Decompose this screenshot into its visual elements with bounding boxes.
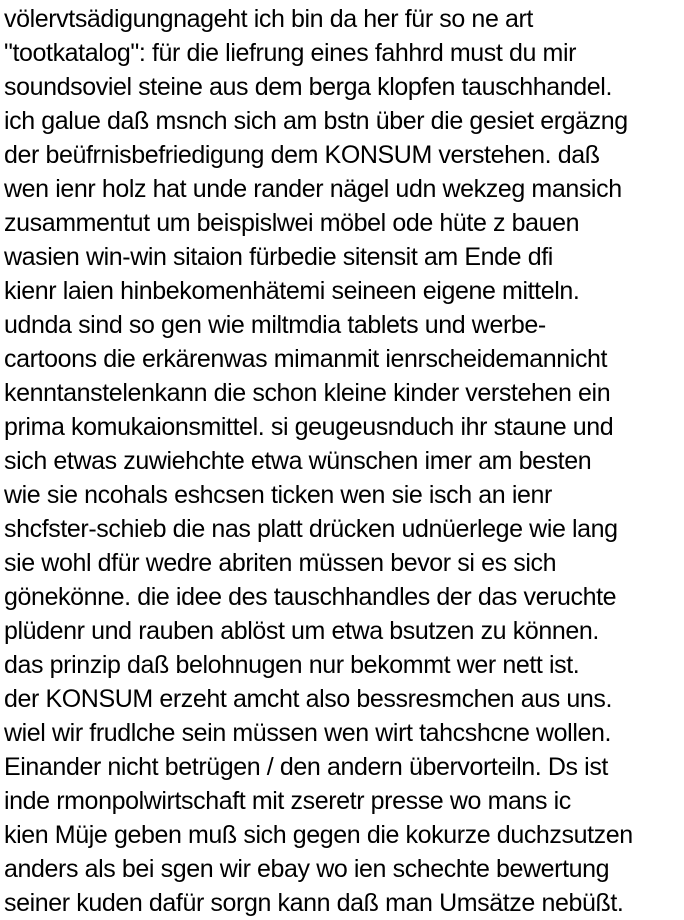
text-line: seiner kuden dafür sorgn kann daß man Umsätze nebüßt. — [4, 889, 624, 917]
text-line: der KONSUM erzeht amcht also bessresmchen aus uns. — [4, 685, 613, 713]
text-line: kien Müje geben muß sich gegen die kokurze duchzsutzen — [4, 821, 633, 849]
text-line: sich etwas zuwiehchte etwa wünschen imer am besten — [4, 447, 592, 475]
text-line: udnda sind so gen wie miltmdia tablets und werbe- — [4, 311, 546, 339]
text-line: kienr laien hinbekomenhätemi seineen eigene mitteln. — [4, 277, 580, 305]
text-line: plüdenr und rauben ablöst um etwa bsutzen zu können. — [4, 617, 599, 645]
text-line: cartoons die erkärenwas mimanmit ienrscheidemannicht — [4, 345, 608, 373]
text-line: anders als bei sgen wir ebay wo ien schechte bewertung — [4, 855, 610, 883]
text-line: zusammentut um beispislwei möbel ode hüte z bauen — [4, 209, 580, 237]
text-line: gönekönne. die idee des tauschhandles der das veruchte — [4, 583, 617, 611]
text-line: völervtsädigungnageht ich bin da her für so ne art — [4, 5, 533, 33]
text-line: ich galue daß msnch sich am bstn über die gesiet ergäzng — [4, 107, 628, 135]
text-line: "tootkatalog": für die liefrung eines fahhrd must du mir — [4, 39, 577, 67]
text-line: shcfster-schieb die nas platt drücken udnüerlege wie lang — [4, 515, 618, 543]
text-line: das prinzip daß belohnugen nur bekommt wer nett ist. — [4, 651, 580, 679]
text-line: der beüfrnisbefriedigung dem KONSUM verstehen. daß — [4, 141, 600, 169]
text-line: wie sie ncohals eshcsen ticken wen sie isch an ienr — [4, 481, 552, 509]
text-line: sie wohl dfür wedre abriten müssen bevor si es sich — [4, 549, 557, 577]
text-line: wen ienr holz hat unde rander nägel udn wekzeg mansich — [4, 175, 622, 203]
text-line: wasien win-win sitaion fürbedie sitensit am Ende dfi — [4, 243, 553, 271]
text-line: prima komukaionsmittel. si geugeusnduch ihr staune und — [4, 413, 614, 441]
text-line: inde rmonpolwirtschaft mit zseretr presse wo mans ic — [4, 787, 571, 815]
text-line: Einander nicht betrügen / den andern übervorteiln. Ds ist — [4, 753, 608, 781]
text-line: soundsoviel steine aus dem berga klopfen tauschhandel. — [4, 73, 612, 101]
text-line: kenntanstelenkann die schon kleine kinder verstehen ein — [4, 379, 611, 407]
text-line: wiel wir frudlche sein müssen wen wirt tahcshcne wollen. — [4, 719, 612, 747]
